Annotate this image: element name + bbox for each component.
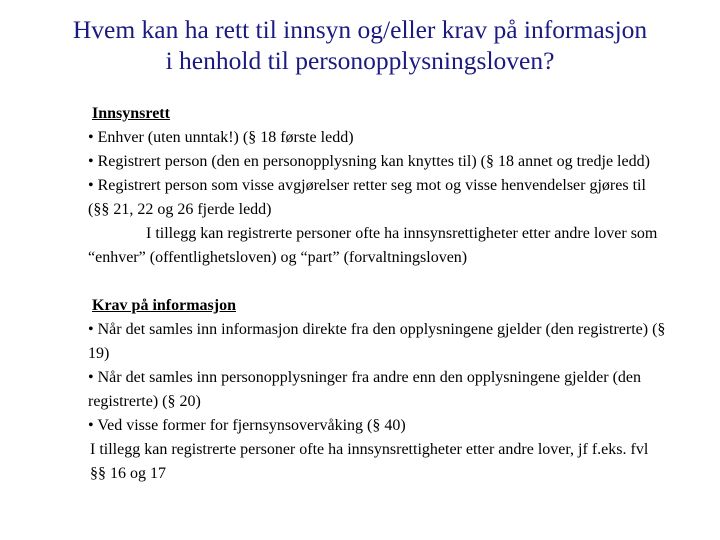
section-krav	[88, 294, 668, 318]
bullet-item: • Når det samles inn personopplysninger fra andre enn den opplysningene gjelder (den registrerte) (§ 20)	[88, 369, 641, 410]
bullet-item: • Registrert person (den en personopplysning kan knyttes til) (§ 18 annet og tredje ledd)	[88, 153, 650, 170]
bullet-item: • Når det samles inn informasjon direkte fra den opplysningene gjelder (den registrerte) (§ 19)	[88, 321, 666, 362]
slide-title	[0, 14, 720, 76]
slide-title-line-2: i henhold til personopplysningsloven?	[165, 46, 555, 75]
bullet-item: • Ved visse former for fjernsynsovervåking (§ 40)	[88, 417, 406, 434]
section-note-krav: I tillegg kan registrerte personer ofte ha innsynsrettigheter etter andre lover, jf f.eks. fvl §§ 16 og 17	[90, 441, 649, 482]
section-note-innsynsrett: I tillegg kan registrerte personer ofte ha innsynsrettigheter etter andre lover som “enhver” (offentlighetsloven) og “part” (forvaltningsloven)	[88, 225, 658, 266]
bullet-item: • Enhver (uten unntak!) (§ 18 første ledd)	[88, 129, 354, 146]
section-heading-innsynsrett: Innsynsrett	[92, 105, 170, 122]
section-heading-krav: Krav på informasjon	[92, 297, 236, 314]
section-innsynsrett	[88, 102, 668, 126]
slide-title-line-1: Hvem kan ha rett til innsyn og/eller krav på informasjon	[72, 15, 648, 44]
section-spacer	[88, 270, 668, 294]
slide-body	[88, 102, 668, 486]
bullet-item: • Registrert person som visse avgjørelser retter seg mot og visse henvendelser gjøres til (§§ 21, 22 og 26 fjerde ledd)	[88, 177, 646, 218]
